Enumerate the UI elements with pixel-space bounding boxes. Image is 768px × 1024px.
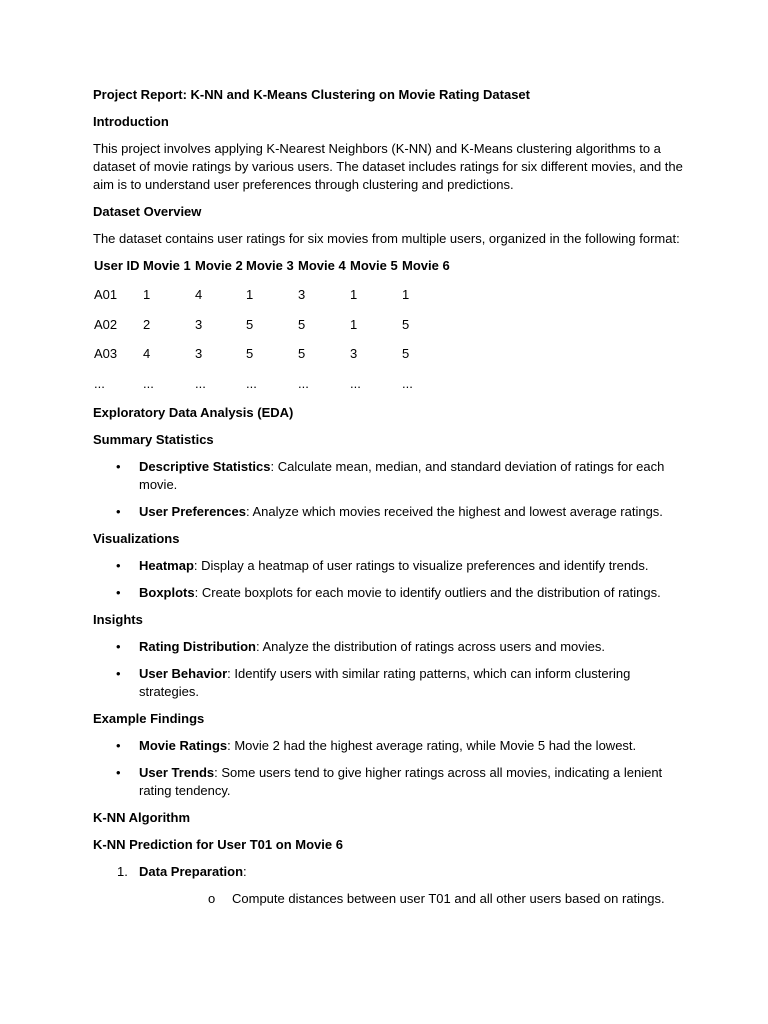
visualizations-list	[93, 557, 683, 602]
table-row	[93, 375, 454, 405]
table-row	[93, 345, 454, 375]
list-item-text: : Create boxplots for each movie to identify outliers and the distribution of ratings.	[194, 585, 661, 600]
step-sub-list	[139, 890, 683, 908]
list-item	[93, 557, 683, 575]
list-item-text: : Identify users with similar rating patterns, which can inform clustering strategies.	[139, 666, 631, 699]
dataset-heading: Dataset Overview	[93, 204, 202, 219]
table-header-cell: Movie 3	[246, 258, 294, 273]
list-item-term: Boxplots	[139, 585, 195, 600]
table-header-cell: Movie 6	[402, 258, 450, 273]
table-cell: ...	[402, 375, 413, 391]
table-header-cell: User ID	[94, 258, 140, 273]
table-cell: ...	[298, 375, 309, 391]
sub-item-text: Compute distances between user T01 and all other users based on ratings.	[232, 891, 665, 906]
table-cell: ...	[350, 375, 361, 391]
list-item	[93, 764, 683, 800]
table-cell: 3	[195, 316, 203, 332]
list-item-text: : Analyze the distribution of ratings across users and movies.	[256, 639, 606, 654]
list-item-term: Descriptive Statistics	[139, 459, 271, 474]
step-text: :	[243, 864, 247, 879]
table-cell: 1	[402, 287, 410, 302]
list-item-text: : Calculate mean, median, and standard deviation of ratings for each movie.	[139, 459, 665, 492]
intro-heading: Introduction	[93, 114, 169, 129]
table-cell: ...	[246, 375, 257, 391]
table-header-row	[93, 257, 454, 286]
bullet-icon: •	[116, 504, 121, 519]
table-cell: ...	[143, 375, 154, 391]
table-cell: 1	[143, 287, 151, 302]
knn-steps-list	[93, 863, 683, 908]
list-item	[93, 458, 683, 494]
list-item	[93, 737, 683, 755]
table-cell: A02	[94, 316, 118, 332]
bullet-icon: •	[116, 666, 121, 681]
bullet-icon: •	[116, 558, 121, 573]
list-item	[93, 665, 683, 701]
list-item-term: Movie Ratings	[139, 738, 228, 753]
table-cell: 5	[246, 346, 254, 361]
table-cell: ...	[195, 375, 206, 391]
table-row	[93, 286, 454, 316]
table-row	[93, 316, 454, 346]
table-cell: ...	[94, 375, 105, 391]
table-cell: 5	[402, 346, 410, 361]
knn-heading: K-NN Algorithm	[93, 810, 191, 825]
table-cell: 4	[143, 346, 151, 361]
list-item-term: User Behavior	[139, 666, 228, 681]
table-header-cell: Movie 2	[195, 258, 243, 273]
ratings-table	[93, 257, 454, 404]
step-term: Data Preparation	[139, 864, 244, 879]
table-header-cell: Movie 1	[143, 258, 191, 273]
intro-paragraph: This project involves applying K-Nearest Neighbors (K-NN) and K-Means clustering algorithms to a dataset of movie ratings by various users. The dataset includes ratings for six different movies, and the aim is to understand user preferences through clustering and predictions.	[93, 141, 683, 192]
eda-heading: Exploratory Data Analysis (EDA)	[93, 405, 294, 420]
list-item-text: : Some users tend to give higher ratings across all movies, indicating a lenient rating tendency.	[139, 765, 663, 798]
table-cell: 3	[195, 346, 203, 361]
list-item-term: User Preferences	[139, 504, 246, 519]
summary-heading: Summary Statistics	[93, 432, 214, 447]
bullet-icon: •	[116, 585, 121, 600]
list-item	[93, 638, 683, 656]
table-cell: A01	[94, 287, 118, 302]
table-cell: 5	[402, 316, 410, 332]
table-cell: 1	[350, 287, 358, 302]
table-cell: 3	[298, 287, 306, 302]
insights-heading: Insights	[93, 612, 143, 627]
findings-list	[93, 737, 683, 800]
table-cell: 4	[195, 287, 203, 302]
summary-list	[93, 458, 683, 521]
table-cell: 1	[350, 316, 358, 332]
list-item	[93, 863, 683, 908]
table-cell: 2	[143, 316, 151, 332]
document-page	[93, 86, 683, 917]
table-cell: A03	[94, 346, 118, 361]
list-item-term: Heatmap	[139, 558, 194, 573]
list-item-term: User Trends	[139, 765, 215, 780]
list-item-text: : Display a heatmap of user ratings to visualize preferences and identify trends.	[193, 558, 649, 573]
table-cell: 1	[246, 287, 254, 302]
step-number: 1.	[117, 864, 128, 879]
bullet-icon: •	[116, 765, 121, 780]
sub-bullet-marker: o	[208, 891, 216, 906]
list-item-term: Rating Distribution	[139, 639, 256, 654]
table-cell: 3	[350, 346, 358, 361]
dataset-paragraph: The dataset contains user ratings for six movies from multiple users, organized in the following format:	[93, 231, 680, 246]
table-cell: 5	[246, 316, 254, 332]
list-item	[93, 584, 683, 602]
table-cell: 5	[298, 316, 306, 332]
bullet-icon: •	[116, 459, 121, 474]
list-item	[139, 890, 683, 908]
insights-list	[93, 638, 683, 701]
table-cell: 5	[298, 346, 306, 361]
table-header-cell: Movie 5	[350, 258, 398, 273]
bullet-icon: •	[116, 639, 121, 654]
report-title: Project Report: K-NN and K-Means Clustering on Movie Rating Dataset	[93, 87, 530, 102]
knn-subheading: K-NN Prediction for User T01 on Movie 6	[93, 837, 343, 852]
bullet-icon: •	[116, 738, 121, 753]
list-item-text: : Analyze which movies received the highest and lowest average ratings.	[245, 504, 663, 519]
findings-heading: Example Findings	[93, 711, 205, 726]
list-item	[93, 503, 683, 521]
table-header-cell: Movie 4	[298, 258, 346, 273]
visualizations-heading: Visualizations	[93, 531, 180, 546]
list-item-text: : Movie 2 had the highest average rating, while Movie 5 had the lowest.	[227, 738, 637, 753]
